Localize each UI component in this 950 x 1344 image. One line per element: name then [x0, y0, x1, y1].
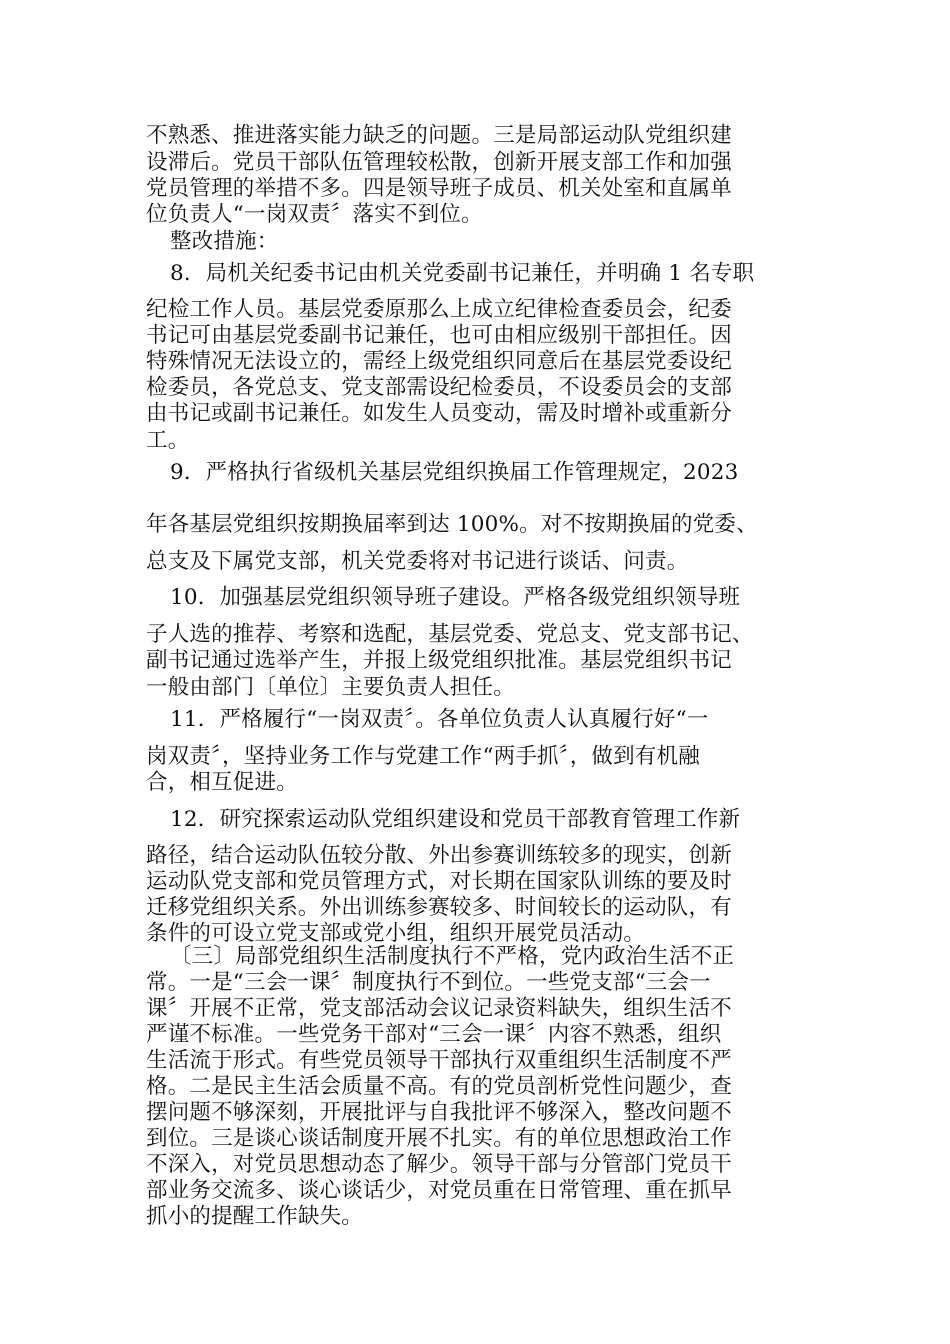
body-line: 生活流于形式。有些党员领导干部执行双重组织生活制度不严	[146, 1048, 732, 1073]
body-line: 特殊情况无法设立的，需经上级党组织同意后在基层党委设纪	[146, 349, 732, 374]
body-line: 合，相互促进。	[146, 770, 298, 795]
item-9-first-line: 9．严格执行省级机关基层党组织换届工作管理规定，2023	[170, 460, 739, 485]
body-line: 子人选的推荐、考察和选配，基层党委、党总支、党支部书记、	[146, 622, 754, 647]
body-line: 年各基层党组织按期换届率到达 100%。对不按期换届的党委、	[146, 512, 758, 537]
item-8-first-line: 8．局机关纪委书记由机关党委副书记兼任，并明确 1 名专职	[170, 261, 755, 286]
item-12-first-line: 12．研究探索运动队党组织建设和党员干部教育管理工作新	[170, 807, 741, 832]
body-line: 到位。三是谈心谈话制度开展不扎实。有的单位思想政治工作	[146, 1126, 732, 1151]
body-line: 检委员，各党总支、党支部需设纪检委员，不设委员会的支部	[146, 375, 732, 400]
item-10-first-line: 10．加强基层党组织领导班子建设。严格各级党组织领导班	[170, 585, 741, 610]
body-line: 迁移党组织关系。外出训练参赛较多、时间较长的运动队，有	[146, 895, 732, 920]
body-line: 严谨不标准。一些党务干部对“三会一课〞内容不熟悉，组织	[146, 1022, 722, 1047]
body-line: 不熟悉、推进落实能力缺乏的问题。三是局部运动队党组织建	[146, 123, 732, 148]
body-line: 一般由部门〔单位〕主要负责人担任。	[146, 675, 515, 700]
body-line: 常。一是“三会一课〞制度执行不到位。一些党支部“三会一	[146, 970, 711, 995]
section-three-first-line: 〔三〕局部党组织生活制度执行不严格，党内政治生活不正	[170, 944, 735, 969]
body-line: 课〞开展不正常，党支部活动会议记录资料缺失，组织生活不	[146, 996, 732, 1021]
section-label: 整改措施：	[170, 229, 279, 254]
body-line: 运动队党支部和党员管理方式，对长期在国家队训练的要及时	[146, 869, 732, 894]
body-line: 条件的可设立党支部或党小组，组织开展党员活动。	[146, 921, 646, 946]
body-line: 位负责人“一岗双责〞落实不到位。	[146, 202, 483, 227]
body-line: 设滞后。党员干部队伍管理较松散，创新开展支部工作和加强	[146, 150, 732, 175]
body-line: 党员管理的举措不多。四是领导班子成员、机关处室和直属单	[146, 176, 732, 201]
body-line: 书记可由基层党委副书记兼任，也可由相应级别干部担任。因	[146, 323, 732, 348]
body-line: 格。二是民主生活会质量不高。有的党员剖析党性问题少，查	[146, 1074, 732, 1099]
body-line: 部业务交流多、谈心谈话少，对党员重在日常管理、重在抓早	[146, 1178, 732, 1203]
body-line: 岗双责〞，坚持业务工作与党建工作“两手抓〞，做到有机融	[146, 744, 700, 769]
body-line: 总支及下属党支部，机关党委将对书记进行谈话、问责。	[146, 549, 689, 574]
item-11-first-line: 11．严格履行“一岗双责〞。各单位负责人认真履行好“一	[170, 707, 709, 732]
body-line: 纪检工作人员。基层党委原那么上成立纪律检查委员会，纪委	[146, 297, 732, 322]
body-line: 摆问题不够深刻，开展批评与自我批评不够深入，整改问题不	[146, 1100, 732, 1125]
body-line: 副书记通过选举产生，并报上级党组织批准。基层党组织书记	[146, 648, 732, 673]
body-line: 由书记或副书记兼任。如发生人员变动，需及时增补或重新分	[146, 401, 732, 426]
body-line: 不深入，对党员思想动态了解少。领导干部与分管部门党员干	[146, 1152, 732, 1177]
body-line: 抓小的提醒工作缺失。	[146, 1204, 364, 1229]
body-line: 工。	[146, 428, 190, 453]
body-line: 路径，结合运动队伍较分散、外出参赛训练较多的现实，创新	[146, 843, 732, 868]
